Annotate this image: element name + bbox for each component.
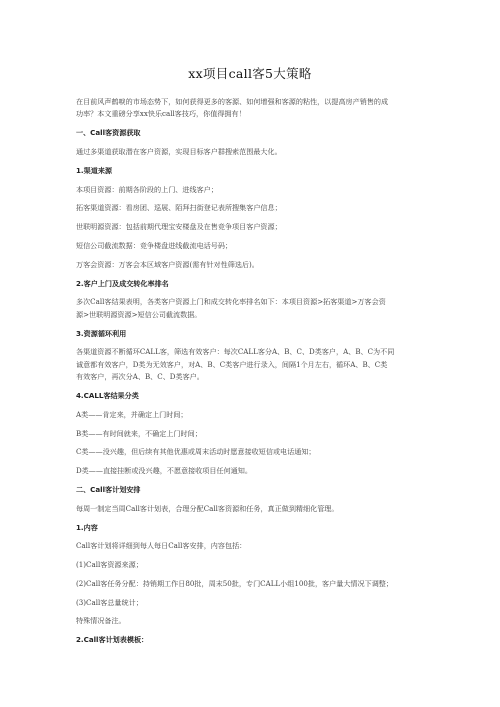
paragraph-line: 在目前风声鹤唳的市场态势下，如何获得更多的客源、如何增强和客源的粘性，以提高房产销售的成 (76, 97, 389, 106)
paragraph-line: 通过多渠道获取潜在客户资源，实现目标客户群搜索范围最大化。 (76, 146, 282, 156)
paragraph-line: 有效客户，再次分A、B、C、D类客户。 (76, 372, 204, 382)
section-heading: 一、Call客资源获取 (76, 128, 141, 138)
document-title: xx项目call客5大策略 (188, 66, 312, 81)
paragraph-line: 源>世联明源资源>短信公司截流数据。 (76, 309, 202, 319)
paragraph-line: 诚意都有效客户，D类为无效客户，对A、B、C类客户进行录入，间隔1个月左右，循环A、B、C类 (76, 359, 388, 369)
paragraph-line: 万客会资源：万客会本区域客户资源(需有针对性筛选后)。 (76, 259, 259, 269)
paragraph-line: 短信公司截流数据：竞争楼盘进线截流电话号码； (76, 240, 233, 250)
paragraph-line: 世联明源资源：包括前期代理宝安楼盘及在售竞争项目客户资源； (76, 222, 282, 232)
paragraph-line: 每周一制定当周Call客计划表，合理分配Call客资源和任务，真正做到精细化管理。 (76, 503, 339, 513)
section-heading: 2.客户上门及成交转化率排名 (76, 278, 169, 288)
paragraph-line: B类——有时间就来，不确定上门时间； (76, 428, 202, 438)
section-heading: 1.渠道来源 (76, 165, 113, 175)
paragraph-line: 本项目资源：前期各阶段的上门、进线客户； (76, 184, 218, 194)
paragraph-line: 多次Call客结果表明，各类客户资源上门和成交转化率排名如下：本项目资源>拓客渠道>万客会资 (76, 297, 386, 307)
paragraph-line: C类——没兴趣，但后续有其他优惠或周末活动时愿意接收短信或电话通知； (76, 447, 316, 457)
document-body (76, 96, 428, 653)
paragraph-line: 特殊情况备注。 (76, 616, 126, 626)
paragraph-line: (3)Call客总量统计； (76, 597, 143, 607)
paragraph-line: 拓客渠道资源：看房团、巡展、陌拜扫街登记表所搜集客户信息； (76, 203, 282, 213)
paragraph-line: (2)Call客任务分配：持销期工作日80批，周末50批，专门CALL小组100批，客户量大情况下调整； (76, 578, 393, 588)
section-heading: 1.内容 (76, 522, 98, 532)
section-heading: 2.Call客计划表模板： (76, 635, 149, 645)
paragraph-line: (1)Call客资源来源； (76, 560, 143, 570)
paragraph-line: D类——直接挂断或没兴趣，不愿意接收项目任何通知。 (76, 466, 252, 476)
section-heading: 3.资源循环利用 (76, 328, 127, 338)
section-heading: 4.CALL客结果分类 (76, 390, 139, 400)
paragraph-line: A类——肯定来，并确定上门时间； (76, 409, 188, 419)
paragraph-line: Call客计划将详细到每人每日Call客安排，内容包括： (76, 541, 247, 551)
section-heading: 二、Call客计划安排 (76, 484, 141, 494)
paragraph-line: 各渠道资源不断循环CALL客，筛选有效客户：每次CALL客分A、B、C、D类客户，A、B、C为不同 (76, 347, 395, 357)
paragraph-line: 功率？本文重磅分享xx快乐call客技巧，你值得拥有！ (76, 109, 246, 119)
